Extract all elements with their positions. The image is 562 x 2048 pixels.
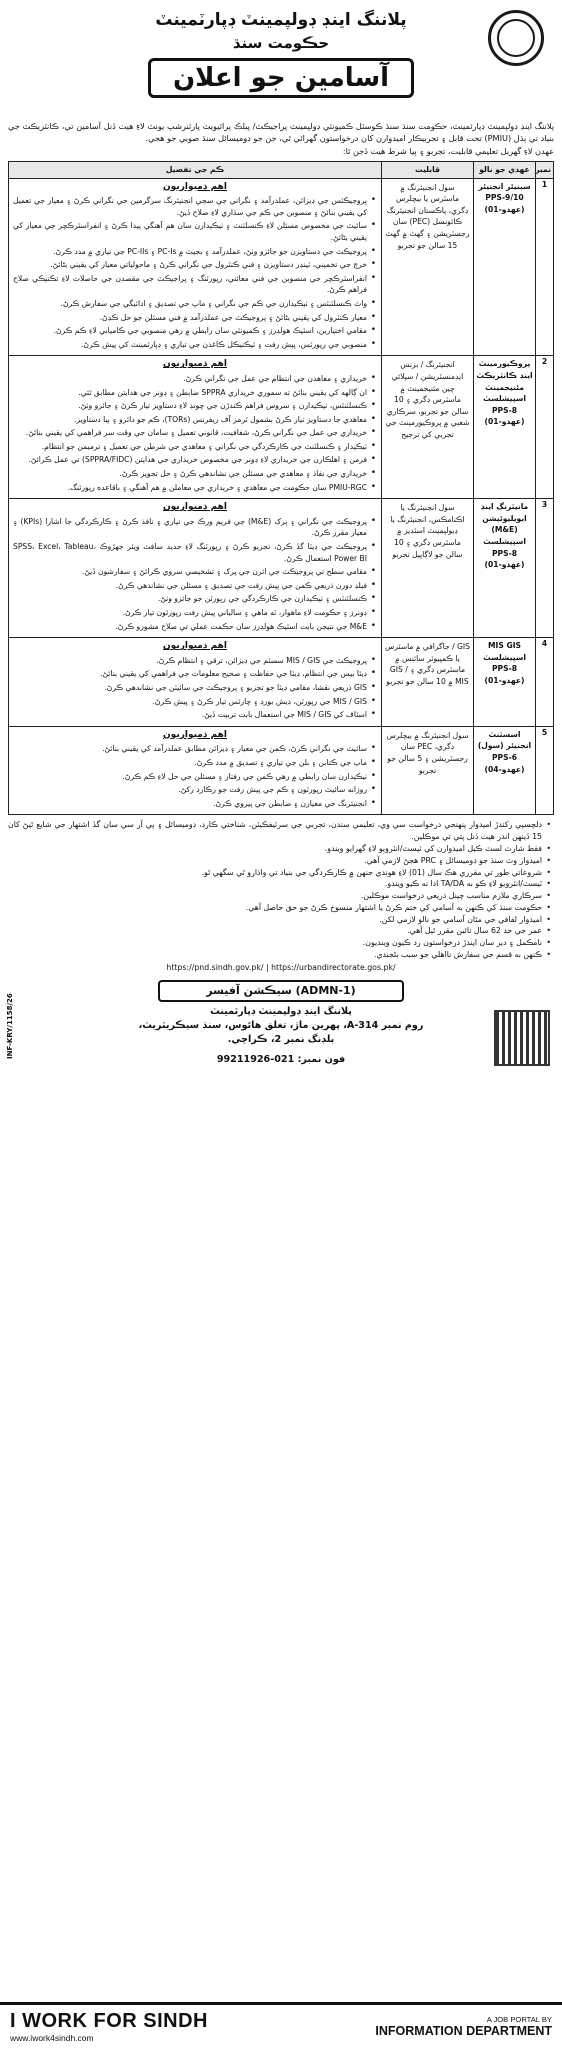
website-links[interactable]: https://pnd.sindh.gov.pk/ | https://urbandirectorate.gos.pk/ — [166, 962, 396, 972]
portal-credit — [375, 2015, 552, 2038]
address-line: روم نمبر A-314، پهرين ماڙ، تغلق هائوس، سنڌ سيڪريٽريٽ، — [138, 1019, 424, 1031]
advert-reference: INF-KRY/1158/26 — [6, 992, 14, 1059]
post-title: مانيٽرنگ اينڊ ايويليوئيشن (M&E) اسپيشلسٽ PPS-8 (عهدو-01) — [474, 499, 536, 638]
portal-line-2: INFORMATION DEPARTMENT — [375, 2024, 552, 2038]
vacancies-table — [8, 161, 554, 815]
responsibility-item: • خريداري جي عمل جي نگراني ڪرڻ، شفافيت، قانوني تعميل ۽ سامان جي وقت سر فراهمي کي يقيني بنائڻ. — [13, 427, 377, 439]
responsibility-item: • سائيٽ جي مخصوص مسئلن لاءِ ڪنسلٽنٽ ۽ ٺيڪيدارن سان هم آهنگي پيدا ڪرڻ ۽ انفراسٽرڪچر جي معيار کي يقيني بڻائڻ. — [13, 220, 377, 243]
term-item: • نامڪمل ۽ دير سان ايندڙ درخواستون رد ڪيون وينديون. — [8, 937, 552, 949]
responsibilities-heading: اهم ذميواريون — [163, 502, 227, 513]
responsibility-item: • ڪنسلٽنٽس، ٺيڪيدارن ۽ سروس فراهم ڪندڙن جي چونڊ لاءِ دستاويز تيار ڪرڻ ۽ جائزو وٺڻ. — [13, 400, 377, 412]
table-row — [9, 638, 554, 727]
responsibilities-heading: اهم ذميواريون — [163, 729, 227, 740]
row-number: 1 — [536, 178, 554, 356]
responsibility-item: • روزانه سائيٽ رپورٽون ۽ ڪم جي پيش رفت جو رڪارڊ رکڻ. — [13, 784, 377, 796]
term-item: • اميدوار وٽ سنڌ جو ڊوميسائل ۽ PRC هجڻ لازمي آهي. — [8, 855, 552, 867]
qualification: GIS / جاگرافي ۾ ماسٽرس يا ڪمپيوٽر سائنس ۾ ماسٽرس ڊگري ۽ GIS / MIS ۾ 10 سالن جو تجربو — [382, 638, 474, 727]
responsibilities-list — [13, 743, 377, 809]
responsibility-item: • ٺيڪيدارن سان رابطي ۾ رهي ڪمن جي رفتار ۽ مسئلن جي حل لاءِ ڪم ڪرڻ. — [13, 771, 377, 783]
address-line: بلڊنگ نمبر 2، ڪراچي. — [227, 1033, 335, 1045]
header-post: عهدي جو نالو — [474, 162, 536, 179]
responsibilities-cell — [9, 356, 382, 499]
responsibility-item: • فيلڊ دورن ذريعي ڪمن جي پيش رفت جي تصديق ۽ مسئلن جي نشاندهي ڪرڻ. — [13, 580, 377, 592]
term-item: • اميدوار لفافي جي مٿان آسامي جو نالو لازمي لکن. — [8, 914, 552, 926]
footer-bar — [0, 2002, 562, 2048]
iwork4sindh-logo — [10, 2010, 208, 2043]
department-name: پلاننگ اينڊ ڊولپمينٽ ڊپارٽمينٽ — [155, 10, 407, 30]
intro-conditions-line: عهدن لاءِ گهربل تعليمي قابليت، تجربو ۽ ٻيا شرط هيٺ ڏجن ٿا: — [342, 146, 554, 156]
responsibility-item: • فرمن ۽ اهلڪارن جي خريداري لاءِ ڊونر جي مخصوص خريداري جي هدايتن (SPPRA/FIDC) تي عمل ڪرائڻ. — [13, 454, 377, 466]
intro-paragraph: پلاننگ اينڊ ڊولپمينٽ ڊپارٽمينٽ، حڪومت سنڌ سنڌ ڪوسٽل ڪميونٽي ڊولپمينٽ پراجيڪٽ/ پبلڪ پرائيويٽ پارٽنرشپ يونٽ لاءِ هيٺ ڏنل آسامين تي، ڪانٽريڪٽ جي بنياد تي ٻڌل (PMIU) تحت قابل ۽ تجربيڪار اميدوارن کان درخواستون گهرائي ٿي، جن جو ڊوميسائل سنڌ صوبي جو هجي. — [8, 121, 554, 143]
responsibilities-cell — [9, 638, 382, 727]
table-row — [9, 356, 554, 499]
ad-header — [8, 6, 554, 118]
responsibilities-list — [13, 516, 377, 632]
responsibilities-cell — [9, 499, 382, 638]
qualification: انجنيئرنگ / بزنس ايڊمنسٽريشن / سپلائي چين مئنيجمينٽ ۾ ماسٽرس ڊگري ۽ 10 سالن جو تجربو، سرڪاري شعبي ۾ پروڪيورمينٽ جي تجربي کي ترجيح — [382, 356, 474, 499]
header-responsibilities: ڪم جي تفصيل — [9, 162, 382, 179]
address-line: پلاننگ اينڊ ڊولپمينٽ ڊپارٽمينٽ — [210, 1005, 352, 1017]
table-header-row — [9, 162, 554, 179]
qr-code-icon — [494, 1010, 550, 1066]
phone-number: فون نمبر: 021-99211926 — [216, 1053, 346, 1065]
section-officer-title: سيڪشن آفيسر (ADMN-1) — [158, 980, 404, 1002]
responsibilities-heading: اهم ذميواريون — [163, 641, 227, 652]
header-number: نمبر — [536, 162, 554, 179]
responsibility-item: • سائيٽ جي نگراني ڪرڻ، ڪمن جي معيار ۽ ڊيزائن مطابق عملدرآمد کي يقيني بنائڻ. — [13, 743, 377, 755]
qualification: سول انجنيئرنگ ۾ بيچلرس ڊگري، PEC سان رجسٽريشن ۽ 5 سالن جو تجربو — [382, 726, 474, 815]
portal-line-1: A JOB PORTAL BY — [486, 2015, 552, 2024]
responsibility-item: • GIS ذريعي نقشا، مقامي ڊيٽا جو تجزيو ۽ پروجيڪٽ جي سائيٽن جي نشاندهي ڪرڻ. — [13, 682, 377, 694]
responsibility-item: • ڊونرز ۽ حڪومت لاءِ ماهوار، ٽه ماهي ۽ سالياني پيش رفت رپورٽون تيار ڪرڻ. — [13, 607, 377, 619]
responsibility-item: • انجنيئرنگ جي معيارن ۽ ضابطن جي پيروي ڪرڻ. — [13, 798, 377, 810]
term-item: • حڪومت سنڌ کي ڪنهن به آسامي کي ختم ڪرڻ يا اشتهار منسوخ ڪرڻ جو حق حاصل آهي. — [8, 902, 552, 914]
responsibility-item: • خرچ جي تخميني، ٽينڊر دستاويزن ۽ فني ڪنٽرول جي نگراني ڪرڻ ۽ ماحولياتي معيار کي يقيني بڻائڻ. — [13, 259, 377, 271]
responsibilities-heading: اهم ذميواريون — [163, 181, 227, 192]
responsibility-item: • ڪنسلٽنٽس ۽ ٺيڪيدارن جي ڪارڪردگي جي رپورٽن جو جائزو وٺڻ. — [13, 593, 377, 605]
responsibility-item: • پروجيڪٽ جي ڊيٽا گڏ ڪرڻ، تجزيو ڪرڻ ۽ رپورٽنگ لاءِ جديد سافٽ ويئر جهڙوڪ SPSS، Excel، Tableau، Power BI استعمال ڪرڻ. — [13, 541, 377, 564]
terms-list — [8, 819, 554, 961]
brand-website[interactable]: www.iwork4sindh.com — [10, 2033, 94, 2043]
responsibility-item: • پروجيڪٽ جي MIS / GIS سسٽم جي ڊيزائن، ترقي ۽ انتظام ڪرڻ. — [13, 655, 377, 667]
qualification: سول انجنيئرنگ ۾ ماسٽرس يا بيچلرس ڊگري، پاڪستان انجنيئرنگ ڪائونسل (PEC) سان رجسٽريشن ۽ گهٽ ۾ گهٽ 15 سالن جو تجربو — [382, 178, 474, 356]
row-number: 3 — [536, 499, 554, 638]
responsibility-item: • MIS / GIS جي رپورٽن، ڊيش بورڊ ۽ چارٽس تيار ڪرڻ ۽ پيش ڪرڻ. — [13, 696, 377, 708]
term-item: • سرڪاري ملازم مناسب چينل ذريعي درخواست موڪلين. — [8, 890, 552, 902]
post-title: MIS GIS اسپيشلسٽ PPS-8 (عهدو-01) — [474, 638, 536, 727]
post-title: سينيئر انجنيئر PPS-9/10 (عهدو-01) — [474, 178, 536, 356]
row-number: 2 — [536, 356, 554, 499]
responsibilities-heading: اهم ذميواريون — [163, 359, 227, 370]
responsibility-item: • ماپ جي ڪتابن ۽ بلن جي تياري ۽ تصديق ۾ مدد ڪرڻ. — [13, 757, 377, 769]
row-number: 5 — [536, 726, 554, 815]
row-number: 4 — [536, 638, 554, 727]
postal-address — [88, 1005, 474, 1047]
responsibility-item: • خريداري ۽ معاهدن جي انتظام جي عمل جي نگراني ڪرڻ. — [13, 373, 377, 385]
brand-name: I WORK FOR SINDH — [10, 2010, 208, 2032]
sindh-government-emblem-icon — [488, 10, 544, 66]
responsibility-item: • معيار ڪنٽرول کي يقيني بڻائڻ ۽ پروجيڪٽ جي عملدرآمد ۾ فني مسئلن جو حل ڪڍڻ. — [13, 312, 377, 324]
responsibility-item: • ٺيڪيدار ۽ ڪنسلٽنٽ جي ڪارڪردگي جي نگراني ۽ معاهدي جي شرطن جي تعميل ۽ ترميمن جو انتظام. — [13, 441, 377, 453]
responsibility-item: • پروجيڪٽ جي نگراني ۽ پرک (M&E) جي فريم ورڪ جي تياري ۽ نافذ ڪرڻ ۽ ڪارڪردگي جا اشارا (KPIs) ۽ معيار مقرر ڪرڻ. — [13, 516, 377, 539]
table-row — [9, 726, 554, 815]
responsibility-item: • معاهدي جا دستاويز تيار ڪرڻ بشمول ٽرمز آف ريفرنس (TORs)، ڪم جو دائرو ۽ ٻيا دستاويز. — [13, 414, 377, 426]
responsibility-item: • مقامي اختيارين، اسٽيڪ هولڊرز ۽ ڪميونٽي سان رابطي ۾ رهي منصوبي جي ڪاميابي لاءِ ڪم ڪرڻ. — [13, 325, 377, 337]
responsibility-item: • PMIU-RGC سان حڪومت جي معاهدي ۽ خريداري جي معاملن ۾ هم آهنگي ۽ باقاعده رپورٽنگ. — [13, 482, 377, 494]
term-item: • عمر جي حد 62 سال تائين مقرر ٿيل آهي. — [8, 925, 552, 937]
term-item: • شروعاتي طور تي مقرري هڪ سال (01) لاءِ هوندي جنهن ۾ ڪارڪردگي جي بنياد تي واڌارو ٿي سگهي ٿو. — [8, 867, 552, 879]
responsibility-item: • پروجيڪٽ جي دستاويزن جو جائزو وٺڻ، عملدرآمد ۽ بجيٽ ۾ PC-Is ۽ PC-IIs جي تياري ۾ مدد ڪرڻ. — [13, 246, 377, 258]
responsibilities-list — [13, 373, 377, 493]
header-qualification: قابليت — [382, 162, 474, 179]
table-row — [9, 178, 554, 356]
responsibility-item: • اسٽاف کي MIS / GIS جي استعمال بابت تربيت ڏيڻ. — [13, 709, 377, 721]
qualification: سول انجنيئرنگ يا اڪنامڪس، انجنيئرنگ يا ڊيولپمينٽ اسٽڊيز ۾ ماسٽرس ڊگري ۽ 10 سالن جو لاڳاپيل تجربو — [382, 499, 474, 638]
post-title: پروڪيورمينٽ اينڊ ڪانٽريڪٽ مئنيجمينٽ اسپيشلسٽ PPS-8 (عهدو-01) — [474, 356, 536, 499]
vacancies-banner: آسامين جو اعلان — [148, 58, 414, 98]
responsibility-item: • مقامي سطح تي پروجيڪٽ جي اثرن جي پرک ۽ تشخيصي سروي ڪرائڻ ۽ سفارشون ڏيڻ. — [13, 566, 377, 578]
responsibility-item: • انفراسٽرڪچر جي منصوبن جي فني معائني، رپورٽنگ ۽ پراجيڪٽ جي مقصدن جي حاصلات لاءِ تڪنيڪي صلاح فراهم ڪرڻ. — [13, 273, 377, 296]
table-row — [9, 499, 554, 638]
responsibility-item: • واٽ ڪنسلٽنٽس ۽ ٺيڪيدارن جي ڪم جي نگراني ۽ ماپ جي تصديق ۽ ادائيگي جي سفارش ڪرڻ. — [13, 298, 377, 310]
responsibility-item: • ڊيٽا بيس جي انتظام، ڊيٽا جي حفاظت ۽ صحيح معلومات جي فراهمي کي يقيني بنائڻ. — [13, 668, 377, 680]
post-title: اسسٽنٽ انجنيئر (سول) PPS-6 (عهدو-04) — [474, 726, 536, 815]
responsibility-item: • ان ڳالهه کي يقيني بنائڻ ته سموري خريداري SPPRA ضابطن ۽ ڊونر جي هدايتن مطابق ٿئي. — [13, 387, 377, 399]
government-name: حڪومت سنڌ — [232, 34, 330, 52]
term-item: • ٽيسٽ/انٽرويو لاءِ ڪو به TA/DA ادا نه ڪيو ويندو. — [8, 878, 552, 890]
responsibility-item: • پروجيڪٽس جي ڊيزائن، عملدرآمد ۽ نگراني جي سڄي انجنيئرنگ سرگرمين جي نگراني ڪرڻ ۽ معيار جي تعميل کي يقيني بنائڻ ۽ منصوبن جي ڪم جي سڌاري لاءِ صلاح ڏيڻ. — [13, 195, 377, 218]
responsibility-item: • خريداري جي نفاذ ۽ معاهدي جي مسئلن جي نشاندهي ڪرڻ ۽ حل تجويز ڪرڻ. — [13, 468, 377, 480]
responsibilities-cell — [9, 178, 382, 356]
responsibility-item: • M&E جي نتيجن بابت اسٽيڪ هولڊرز سان حڪمت عملي تي صلاح مشورو ڪرڻ. — [13, 621, 377, 633]
intro-text — [8, 120, 554, 157]
responsibilities-list — [13, 195, 377, 350]
term-item: • فقط شارٽ لسٽ ڪيل اميدوارن کي ٽيسٽ/انٽرويو لاءِ گهرايو ويندو. — [8, 843, 552, 855]
responsibilities-cell — [9, 726, 382, 815]
term-item: • ڪنهن به قسم جي سفارش نااهلي جو سبب بڻجندي. — [8, 949, 552, 961]
responsibilities-list — [13, 655, 377, 721]
term-item: • دلچسپي رکندڙ اميدوار پنهنجي درخواست سي وي، تعليمي سندن، تجربي جي سرٽيفڪيٽن، شناختي ڪارڊ، ڊوميسائل ۽ پي آر سي سان گڏ اشتهار جي شايع ٿيڻ کان 15 ڏينهن اندر هيٺ ڏنل پتي تي موڪلين. — [8, 819, 552, 843]
contact-block — [8, 980, 554, 1072]
responsibility-item: • منصوبي جي رپورٽس، پيش رفت ۽ ٽيڪنيڪل ڪاغذن جي تياري ۽ ڊپارٽمينٽ کي پيش ڪرڻ. — [13, 339, 377, 351]
